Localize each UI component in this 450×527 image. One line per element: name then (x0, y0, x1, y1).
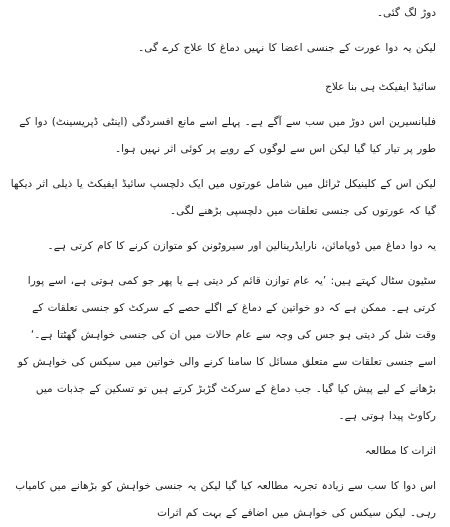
spacer (10, 62, 436, 74)
section-heading-effects-study: اثرات کا مطالعہ (364, 445, 436, 457)
spacer (10, 27, 436, 35)
spacer (10, 260, 436, 268)
paragraph-flibanserin: فلبانسیرین اس دوڑ میں سب سے آگے ہے۔ پہلے اسے مانع افسردگی (اینٹی ڈپریسینٹ) دوا کے طور پر تیار کیا گیا لیکن اس سے لوگوں کے رویے پر کوئی اثر نہیں ہوا۔ (19, 116, 436, 155)
paragraph-drug-brain: لیکن یہ دوا عورت کے جنسی اعضا کا نہیں دماغ کا علاج کرے گی۔ (138, 42, 436, 54)
spacer (10, 465, 436, 473)
spacer (10, 101, 436, 109)
paragraph-stahl-quote: سٹیون سٹال کہتے ہیں: ’یہ عام توازن قائم کر دیتی ہے یا پھر جو کمی ہوتی ہے، اسے پورا کرتی ہے۔ ممکن ہے کہ دو خواتین کے دماغ کے اگلے حصے کے سرکٹ کو جنسی تعلقات کے وقت شل کر دیتی ہو جس کی وجہ سے عام حالات میں ان کی جنسی خواہش گھٹتا ہے۔‘ اسے جنسی تعلقات سے متعلق مسائل کا سامنا کرنے والی خواتین میں سیکس کی خواہش کو بڑھانے کے لیے پیش کیا گیا۔ جب دماغ کے سرکٹ گڑبڑ کرتے ہیں تو تسکین کے جذبات میں رکاوٹ پیدا ہوتی ہے۔ (17, 275, 436, 422)
spacer (10, 225, 436, 233)
paragraph-neurotransmitters: یہ دوا دماغ میں ڈوپامائن، نارایڈرینالین اور سیروٹونن کو متوازن کرنے کا کام کرتی ہے۔ (47, 240, 436, 252)
section-heading-side-effect: سائیڈ ایفیکٹ ہی بنا علاج (325, 81, 436, 93)
paragraph-effects: اس دوا کا سب سے زیادہ تجربہ مطالعہ کیا گیا لیکن یہ جنسی خواہش کو بڑھانے میں کامیاب رہی۔ لیکن سیکس کی خواہش میں اضافے کے بہت کم اثرات (15, 480, 436, 519)
paragraph-clinical-trial: لیکن اس کے کلینیکل ٹرائل میں شامل عورتوں میں ایک دلچسپ سائیڈ ایفیکٹ یا ذیلی اثر دیکھا گیا کہ عورتوں کی جنسی تعلقات میں دلچسپی بڑھنے لگی۔ (10, 178, 436, 217)
spacer (10, 430, 436, 438)
paragraph-intro: دوڑ لگ گئی۔ (376, 7, 436, 19)
spacer (10, 163, 436, 171)
